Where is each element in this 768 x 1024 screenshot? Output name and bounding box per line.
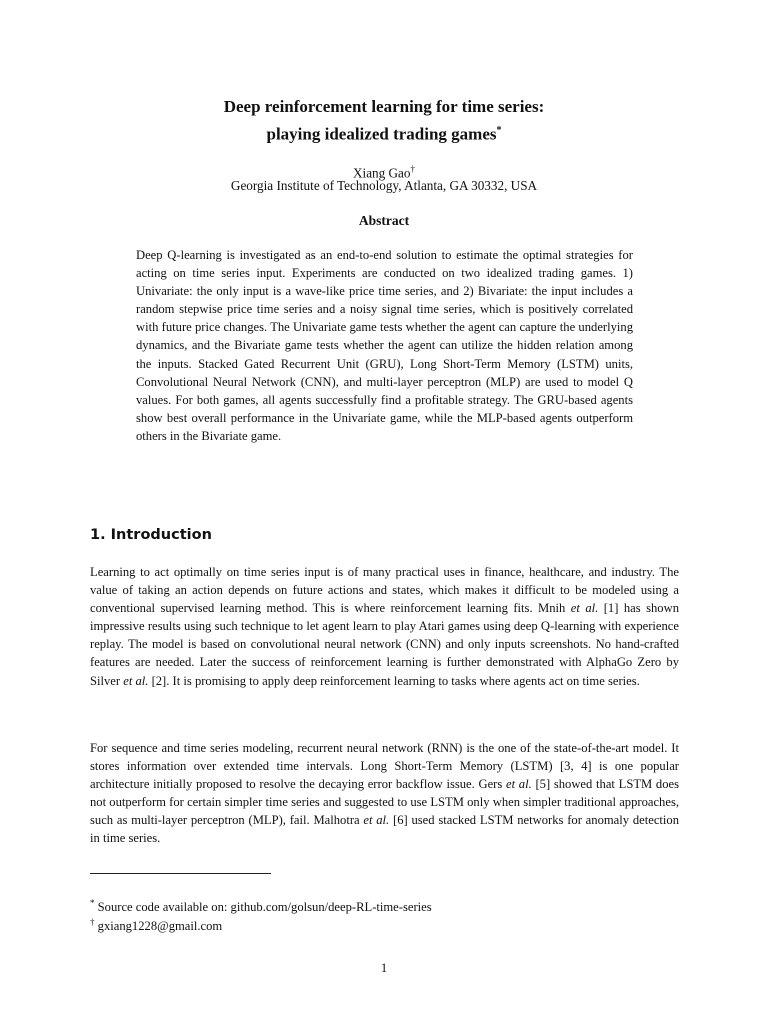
section-heading-introduction: 1. Introduction	[90, 527, 212, 543]
intro-paragraph-1: Learning to act optimally on time series input is of many practical uses in finance, healthcare, and industry. The value of taking an action depends on future actions and states, which makes it difficult to be modeled using a conventional supervised learning method. This is where reinforcement learning fits. Mnih et al. [1] has shown impressive results using such technique to let agent learn to play Atari games using deep Q-learning with experience replay. The model is based on convolutional neural network (CNN) and only inputs screenshots. No hand-crafted features are needed. Later the success of reinforcement learning is further demonstrated with AlphaGo Zero by Silver et al. [2]. It is promising to apply deep reinforcement learning to tasks where agents act on time series.	[90, 565, 679, 688]
footnote-source-code: * Source code available on: github.com/golsun/deep-RL-time-series	[90, 898, 432, 915]
footnote-email: † gxiang1228@gmail.com	[90, 917, 223, 934]
author-affiliation: Georgia Institute of Technology, Atlanta, GA 30332, USA	[230, 178, 538, 193]
page-number: 1	[380, 961, 388, 975]
paper-title-line-2: playing idealized trading games*	[266, 124, 502, 144]
author-name: Xiang Gao†	[353, 164, 415, 181]
author-footnote-mark: †	[410, 164, 415, 174]
footnote-divider	[90, 873, 271, 874]
intro-paragraph-2: For sequence and time series modeling, recurrent neural network (RNN) is the one of the state-of-the-art model. It stores information over extended time intervals. Long Short-Term Memory (LSTM) [3, 4] is one popular architecture initially proposed to resolve the decaying error backflow issue. Gers et al. [5] showed that LSTM does not outperform for certain simpler time series and suggested to use LSTM only when simpler traditional approaches, such as multi-layer perceptron (MLP), fail. Malhotra et al. [6] used stacked LSTM networks for anomaly detection in time series.	[90, 741, 679, 846]
paper-title-line-1: Deep reinforcement learning for time series:	[223, 97, 545, 116]
title-footnote-mark: *	[496, 125, 502, 136]
abstract-heading: Abstract	[358, 213, 410, 228]
abstract-text: Deep Q-learning is investigated as an end-to-end solution to estimate the optimal strategies for acting on time series input. Experiments are conducted on two idealized trading games. 1) Univariate: the only input is a wave-like price time series, and 2) Bivariate: the input includes a random stepwise price time series and a noisy signal time series, which is positively correlated with future price changes. The Univariate game tests whether the agent can capture the underlying dynamics, and the Bivariate game tests whether the agent can utilize the hidden relation among the inputs. Stacked Gated Recurrent Unit (GRU), Long Short-Term Memory (LSTM) units, Convolutional Neural Network (CNN), and multi-layer perceptron (MLP) are used to model Q values. For both games, all agents successfully find a profitable strategy. The GRU-based agents show best overall performance in the Univariate game, while the MLP-based agents outperform others in the Bivariate game.	[136, 248, 633, 443]
